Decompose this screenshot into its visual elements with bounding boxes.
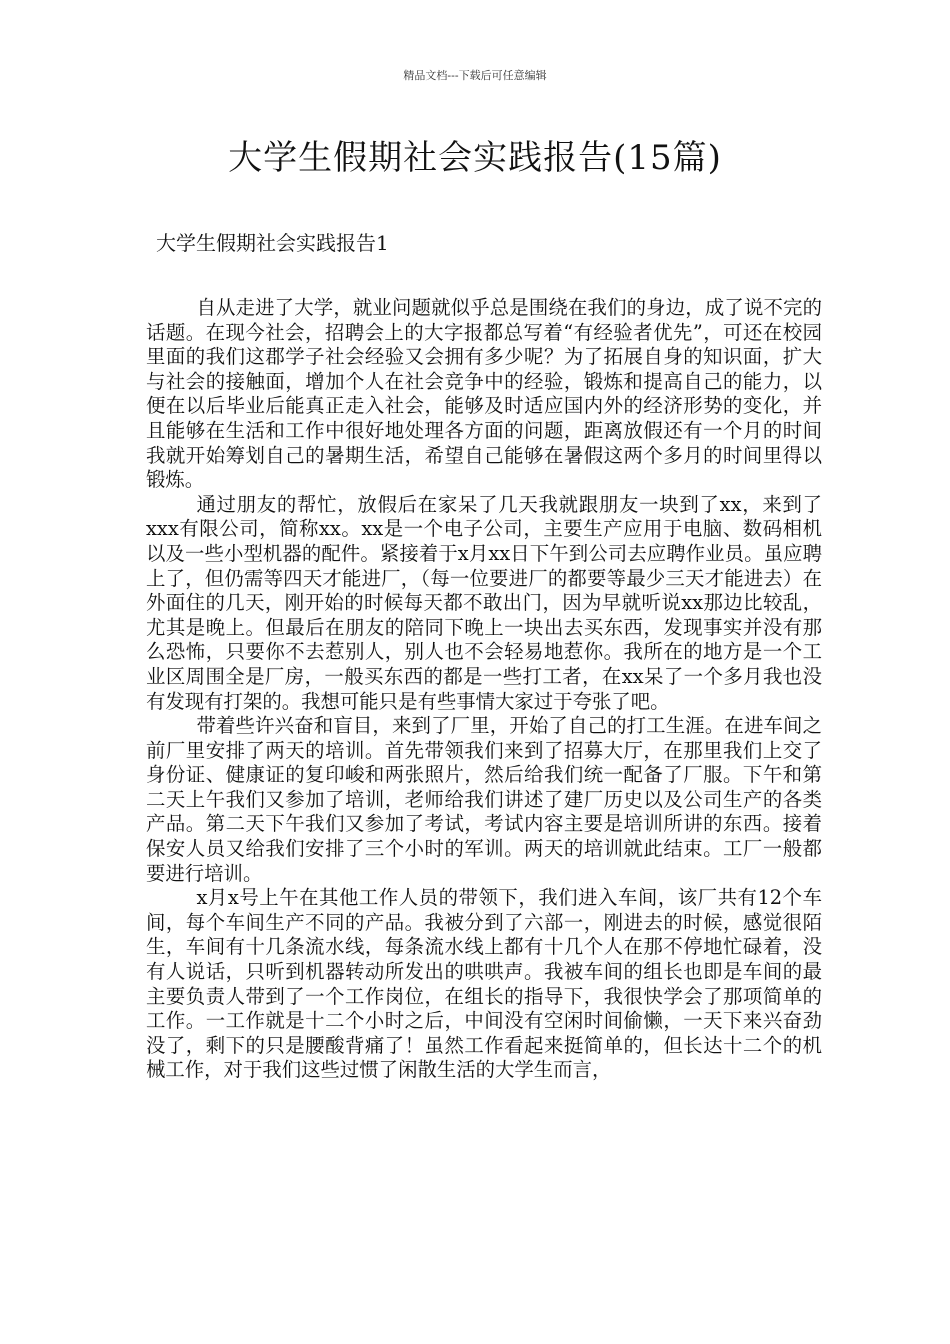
paragraph: x月x号上午在其他工作人员的带领下，我们进入车间，该厂共有12个车间，每个车间生产不同的产品。我被分到了六部一，刚进去的时候，感觉很陌生，车间有十几条流水线，每条流水线上都有十几个人在那不停地忙碌着，没有人说话，只听到机器转动所发出的哄哄声。我被车间的组长也即是车间的最主要负责人带到了一个工作岗位，在组长的指导下，我很快学会了那项简单的工作。一工作就是十二个小时之后，中间没有空闲时间偷懒，一天下来兴奋劲没了，剩下的只是腰酸背痛了！虽然工作看起来挺简单的，但长达十二个的机械工作，对于我们这些过惯了闲散生活的大学生而言， xyxy=(146,886,822,1082)
header-note: 精品文档---下载后可任意编辑 xyxy=(403,69,547,82)
paragraph: 自从走进了大学，就业问题就似乎总是围绕在我们的身边，成了说不完的话题。在现今社会，招聘会上的大字报都总写着“有经验者优先”，可还在校园里面的我们这郡学子社会经验又会拥有多少呢？为了拓展自身的知识面，扩大与社会的接触面，增加个人在社会竞争中的经验，锻炼和提高自己的能力，以便在以后毕业后能真正走入社会，能够及时适应国内外的经济形势的变化，并且能够在生活和工作中很好地处理各方面的问题，距离放假还有一个月的时间我就开始筹划自己的暑期生活，希望自己能够在暑假这两个多月的时间里得以锻炼。 xyxy=(146,296,822,492)
paragraph: 带着些许兴奋和盲目，来到了厂里，开始了自己的打工生涯。在进车间之前厂里安排了两天的培训。首先带领我们来到了招募大厅，在那里我们上交了身份证、健康证的复印峻和两张照片，然后给我们统一配备了厂服。下午和第二天上午我们又参加了培训，老师给我们讲述了建厂历史以及公司生产的各类产品。第二天下午我们又参加了考试，考试内容主要是培训所讲的东西。接着保安人员又给我们安排了三个小时的军训。两天的培训就此结束。工厂一般都要进行培训。 xyxy=(146,714,822,885)
document-title: 大学生假期社会实践报告(15篇) xyxy=(228,138,722,178)
body-text xyxy=(146,296,822,1083)
paragraph: 通过朋友的帮忙，放假后在家呆了几天我就跟朋友一块到了xx，来到了xxx有限公司，简称xx。xx是一个电子公司，主要生产应用于电脑、数码相机以及一些小型机器的配件。紧接着于x月xx日下午到公司去应聘作业员。虽应聘上了，但仍需等四天才能进厂，（每一位要进厂的都要等最少三天才能进去）在外面住的几天，刚开始的时候每天都不敢出门，因为早就听说xx那边比较乱，尤其是晚上。但最后在朋友的陪同下晚上一块出去买东西，发现事实并没有那么恐怖，只要你不去惹别人，别人也不会轻易地惹你。我所在的地方是一个工业区周围全是厂房，一般买东西的都是一些打工者，在xx呆了一个多月我也没有发现有打架的。我想可能只是有些事情大家过于夸张了吧。 xyxy=(146,492,822,713)
section-heading: 大学生假期社会实践报告1 xyxy=(156,231,389,255)
